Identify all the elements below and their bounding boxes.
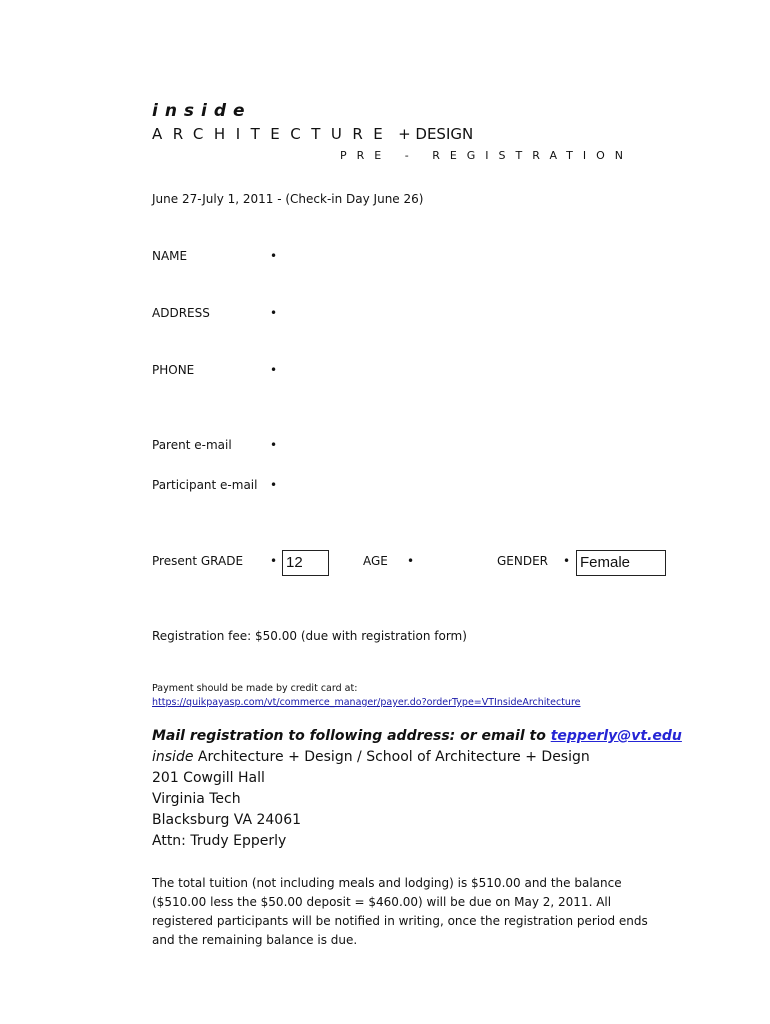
- brand-architecture: ARCHITECTURE: [152, 125, 394, 143]
- address-line-3: Virginia Tech: [152, 791, 241, 807]
- address-line-5: Attn: Trudy Epperly: [152, 833, 287, 849]
- registration-fee: Registration fee: $50.00 (due with registration form): [152, 629, 467, 643]
- mail-heading: [152, 728, 682, 744]
- phone-field[interactable]: •: [270, 363, 278, 377]
- program-dates: June 27-July 1, 2011 - (Check-in Day June 26): [152, 192, 424, 206]
- address-line-1: [152, 749, 590, 765]
- parent-email-field[interactable]: •: [270, 438, 278, 452]
- address-field[interactable]: •: [270, 306, 278, 320]
- gender-label: GENDER: [497, 554, 549, 568]
- grade-label: Present GRADE: [152, 554, 244, 568]
- name-field[interactable]: •: [270, 249, 278, 263]
- gender-bullet: •: [563, 554, 571, 568]
- phone-label: PHONE: [152, 363, 195, 377]
- brand-title: [152, 125, 473, 143]
- participant-email-label: Participant e-mail: [152, 478, 258, 492]
- age-field[interactable]: •: [407, 554, 415, 568]
- grade-input[interactable]: 12: [282, 550, 329, 576]
- brand-design: + DESIGN: [398, 125, 474, 143]
- brand-subtitle: PRE - REGISTRATION: [340, 149, 633, 162]
- payment-instructions: Payment should be made by credit card at:: [152, 683, 358, 694]
- parent-email-label: Parent e-mail: [152, 438, 232, 452]
- inside-word: inside: [152, 749, 194, 765]
- mail-heading-text: Mail registration to following address: or email to: [152, 728, 551, 744]
- brand-inside: inside: [152, 101, 252, 121]
- participant-email-field[interactable]: •: [270, 478, 278, 492]
- age-label: AGE: [363, 554, 388, 568]
- address-line-1-rest: Architecture + Design / School of Architecture + Design: [193, 749, 590, 765]
- address-line-4: Blacksburg VA 24061: [152, 812, 302, 828]
- name-label: NAME: [152, 249, 188, 263]
- address-line-2: 201 Cowgill Hall: [152, 770, 265, 786]
- tuition-note: The total tuition (not including meals and lodging) is $510.00 and the balance ($510.00 less the $50.00 deposit = $460.00) will be due on May 2, 2011. All registered participants will be notified in writing, once the registration period ends and the remaining balance is due.: [152, 876, 648, 947]
- grade-bullet: •: [270, 554, 278, 568]
- email-link[interactable]: tepperly@vt.edu: [550, 728, 682, 744]
- address-label: ADDRESS: [152, 306, 210, 320]
- gender-input[interactable]: Female: [576, 550, 666, 576]
- payment-link[interactable]: https://quikpayasp.com/vt/commerce_manager/payer.do?orderType=VTInsideArchitecture: [152, 697, 581, 708]
